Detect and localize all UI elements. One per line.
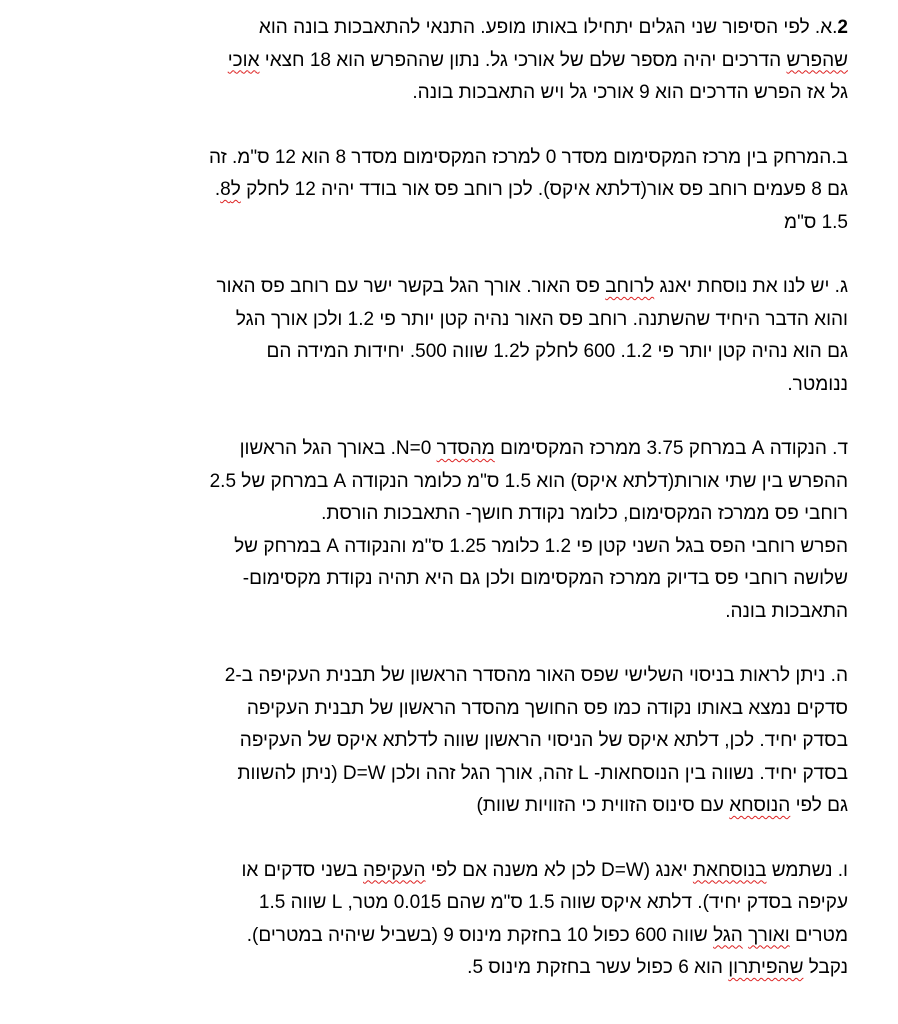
- text-run: ננומטר.: [787, 373, 848, 395]
- text-line: [68, 77, 848, 110]
- document-body[interactable]: [68, 12, 848, 985]
- text-line: [68, 693, 848, 726]
- text-line: [68, 531, 848, 564]
- paragraph-b: [68, 142, 848, 240]
- text-run: ההפרש בין שתי אורות(דלתא איקס) הוא 1.5 ס"מ כלומר הנקודה A במרחק של 2.5: [209, 470, 848, 492]
- text-run: סדקים נמצא באותו נקודה כמו פס החושך מהסדר הראשון של תבנית העקיפה: [246, 697, 848, 719]
- misspelled-word: העקיפה: [363, 859, 426, 881]
- misspelled-word: לרוחב: [605, 276, 655, 297]
- text-run: יאנג (D=W לכן לא משנה אם לפי: [425, 859, 693, 881]
- text-run: עקיפה בסדק יחיד). דלתא איקס שווה 1.5 ס"מ שהם 0.015 מטר, L שווה 1.5: [258, 892, 848, 913]
- text-run: ג. יש לנו את נוסחת יאנג: [654, 276, 848, 297]
- text-run: הפרש רוחבי הפס בגל השני קטן פי 1.2 כלומר 1.25 ס"מ והנקודה A במרחק של: [234, 535, 848, 557]
- misspelled-word: בנוסחאת: [692, 859, 767, 881]
- text-line: [68, 466, 848, 499]
- text-run: N=0. באורך הגל הראשון: [239, 438, 437, 459]
- text-run: 2: [837, 17, 848, 38]
- paragraph-c: [68, 271, 848, 401]
- paragraph-a: [68, 12, 848, 110]
- paragraph-f: [68, 855, 848, 985]
- text-line: [68, 336, 848, 369]
- text-run: ד. הנקודה A במרחק 3.75 ממרכז המקסימום: [494, 438, 848, 459]
- text-line: [68, 660, 848, 693]
- text-run: גם 8 פעמים רוחב פס אור(דלתא איקס). לכן רוחב פס אור בודד יהיה 12 לחלק: [240, 179, 848, 200]
- misspelled-word: שהפרש: [786, 49, 848, 71]
- text-run: פס האור. אורך הגל בקשר ישר עם רוחב פס האור: [216, 276, 606, 297]
- paragraph-e: [68, 660, 848, 823]
- text-run: .א. לפי הסיפור שני הגלים יתחילו באותו מופע. התנאי להתאבכות בונה הוא: [258, 17, 838, 38]
- text-run: גל אז הפרש הדרכים הוא 9 אורכי גל ויש התאבכות בונה.: [412, 82, 848, 103]
- text-line: [68, 920, 848, 953]
- text-run: והוא הדבר היחיד שהשתנה. רוחב פס האור נהיה קטן יותר פי 1.2 ולכן אורך הגל: [235, 308, 848, 330]
- text-run: גם לפי: [790, 795, 848, 816]
- text-line: [68, 207, 848, 240]
- text-line: [68, 45, 848, 78]
- text-run: ו. נשתמש: [766, 859, 848, 881]
- text-line: [68, 369, 848, 402]
- text-run: בשני סדקים או: [241, 859, 364, 881]
- text-line: [68, 142, 848, 175]
- text-line: [68, 12, 848, 45]
- text-run: רוחבי פס ממרכז המקסימום, כלומר נקודת חושך- התאבכות הורסת.: [321, 503, 848, 524]
- misspelled-word: ל8: [220, 179, 241, 200]
- text-run: ב.המרחק בין מרכז המקסימום מסדר 0 למרכז המקסימום מסדר 8 הוא 12 ס"מ. זה: [208, 146, 848, 168]
- text-run: הוא 6 כפול עשר בחזקת מינוס 5.: [467, 957, 729, 978]
- text-run: התאבכות בונה.: [725, 600, 848, 622]
- misspelled-word: מהסדר: [436, 438, 495, 459]
- misspelled-word: אוכי: [227, 49, 260, 71]
- text-run: בסדק יחיד. נשווה בין הנוסחאות- L זהה, אורך הגל זהה ולכן D=W (ניתן להשוות: [237, 762, 848, 784]
- text-line: [68, 855, 848, 888]
- text-run: 1.5 ס"מ: [784, 211, 848, 233]
- text-run: בסדק יחיד. לכן, דלתא איקס של הניסוי הראשון שווה לדלתא איקס של העקיפה: [239, 730, 848, 751]
- text-line: [68, 271, 848, 304]
- text-run: מטרים: [789, 924, 848, 946]
- text-line: [68, 304, 848, 337]
- text-line: [68, 174, 848, 207]
- text-run: עם סינוס הזווית כי הזוויות שוות): [476, 795, 730, 816]
- misspelled-word: הנוסחא: [729, 795, 791, 816]
- misspelled-word: הגל: [713, 924, 743, 946]
- misspelled-word: שהפיתרון: [728, 957, 804, 978]
- text-line: [68, 596, 848, 629]
- text-line: [68, 952, 848, 985]
- text-run: .: [214, 179, 221, 200]
- paragraph-d: [68, 433, 848, 628]
- text-line: [68, 725, 848, 758]
- text-run: שווה 600 כפול 10 בחזקת מינוס 9 (בשביל שיהיה במטרים).: [246, 924, 714, 946]
- text-line: [68, 758, 848, 791]
- text-line: [68, 433, 848, 466]
- text-line: [68, 790, 848, 823]
- misspelled-word: ואורך: [748, 924, 790, 946]
- text-run: גם הוא נהיה קטן יותר פי 1.2. 600 לחלק ל1.2 שווה 500. יחידות המידה הם: [266, 341, 848, 362]
- text-run: שלושה רוחבי פס בדיוק ממרכז המקסימום ולכן גם היא תהיה נקודת מקסימום-: [242, 568, 848, 589]
- text-line: [68, 887, 848, 920]
- text-run: נקבל: [803, 957, 848, 978]
- text-run: הדרכים יהיה מספר שלם של אורכי גל. נתון שההפרש הוא 18 חצאי: [259, 49, 787, 71]
- text-line: [68, 563, 848, 596]
- text-run: ה. ניתן לראות בניסוי השלישי שפס האור מהסדר הראשון של תבנית העקיפה ב-2: [224, 665, 848, 686]
- text-line: [68, 498, 848, 531]
